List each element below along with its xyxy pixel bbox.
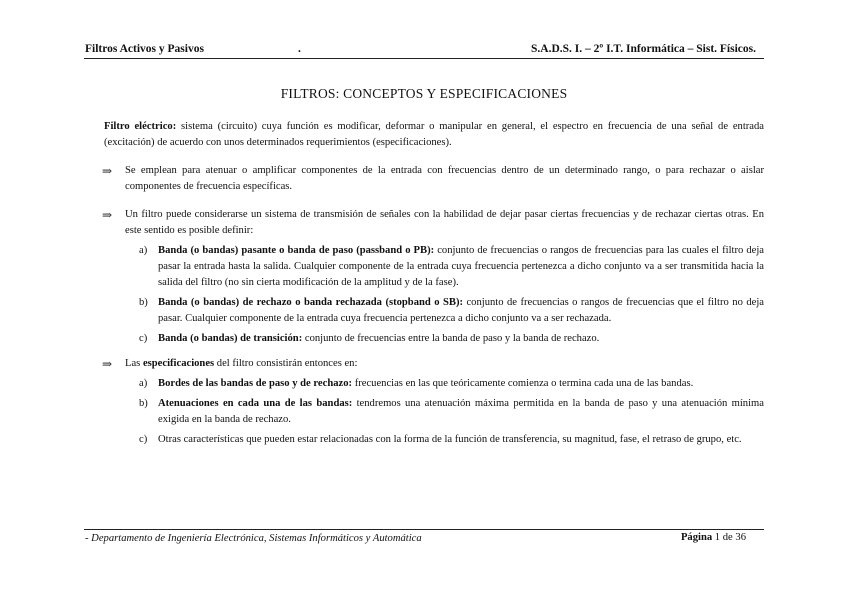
list-item <box>139 331 764 347</box>
intro-paragraph <box>104 119 764 151</box>
header-dot: . <box>298 43 301 55</box>
document-body <box>104 119 764 452</box>
bullet-1-text: Se emplean para atenuar o amplificar componentes de la entrada con frecuencias dentro de un determinado rango, o para rechazar o aislar componentes de frecuencia específicas. <box>125 165 764 192</box>
header-left-title: Filtros Activos y Pasivos <box>85 43 204 55</box>
list-item-text: tendremos una atenuación máxima permitida en la banda de paso y una atenuación mínima exigida en la banda de rechazo. <box>158 398 764 425</box>
page-number <box>681 532 746 543</box>
list-item <box>139 432 764 448</box>
list-item-letter: b) <box>139 297 148 308</box>
bullet-3 <box>104 356 764 448</box>
list-item-term: Banda (o bandas) pasante o banda de paso (passband o PB): <box>158 245 435 256</box>
page-footer <box>84 529 764 548</box>
page-label: Página <box>680 532 713 543</box>
list-item-letter: a) <box>139 245 148 256</box>
arrow-icon: ⇒ <box>102 357 113 371</box>
list-item <box>139 243 764 291</box>
list-item-term: Banda (o bandas) de transición: <box>158 333 303 344</box>
page-title: FILTROS: CONCEPTOS Y ESPECIFICACIONES <box>280 86 568 101</box>
page-header <box>84 42 764 59</box>
bullet-2-text: Un filtro puede considerarse un sistema de transmisión de señales con la habilidad de dejar pasar ciertas frecuencias y de rechazar ciertas otras. En este sentido es posible definir: <box>125 209 764 236</box>
list-item-letter: b) <box>139 398 148 409</box>
list-item-letter: a) <box>139 378 148 389</box>
intro-text: sistema (circuito) cuya función es modificar, deformar o manipular en general, el espectro en frecuencia de una señal de entrada (excitación) de acuerdo con unos determinados requerimientos (especificaciones). <box>104 121 764 148</box>
bullet-3-pre: Las <box>125 358 143 369</box>
list-item-letter: c) <box>139 333 148 344</box>
list-item-text: conjunto de frecuencias o rangos de frecuencias que el filtro no deja pasar. Cualquier componente de la entrada cuya frecuencia pertenezca a dicho conjunto va a ser rechazada. <box>158 297 764 324</box>
list-item-text: frecuencias en las que teóricamente comienza o termina cada una de las bandas. <box>352 378 694 389</box>
bullet-2 <box>104 207 764 347</box>
arrow-icon: ⇒ <box>102 164 113 178</box>
header-right-title: S.A.D.S. I. – 2º I.T. Informática – Sist. Físicos. <box>531 43 756 55</box>
list-item-letter: c) <box>139 434 148 445</box>
list-item-term: Banda (o bandas) de rechazo o banda rechazada (stopband o SB): <box>158 297 464 308</box>
footer-department: - Departamento de Ingeniería Electrónica, Sistemas Informáticos y Automática <box>85 533 422 544</box>
bullet-3-post: del filtro consistirán entonces en: <box>214 358 358 369</box>
list-item-text: conjunto de frecuencias entre la banda de paso y la banda de rechazo. <box>302 333 600 344</box>
list-item-term: Bordes de las bandas de paso y de rechazo: <box>158 378 353 389</box>
page-count: 1 de 36 <box>712 532 746 543</box>
arrow-icon: ⇒ <box>102 208 113 222</box>
list-item <box>139 396 764 428</box>
bullet-2-list <box>125 243 764 347</box>
list-item <box>139 295 764 327</box>
bullet-3-list <box>125 376 764 448</box>
list-item-term: Atenuaciones en cada una de las bandas: <box>158 398 353 409</box>
bullet-1 <box>104 163 764 195</box>
intro-term: Filtro eléctrico: <box>104 121 177 132</box>
list-item-text: conjunto de frecuencias o rangos de frecuencias para las cuales el filtro deja pasar la entrada hasta la salida. Cualquier componente de la entrada cuya frecuencia pertenezca a dicho conjunto va a ser transmitida hacia la salida del filtro (no sin cierta modificación de la amplitud y de la fase). <box>158 245 764 288</box>
bullet-3-term: especificaciones <box>142 358 215 369</box>
list-item-text: Otras características que pueden estar relacionadas con la forma de la función de transferencia, su magnitud, fase, el retraso de grupo, etc. <box>158 434 742 445</box>
list-item <box>139 376 764 392</box>
